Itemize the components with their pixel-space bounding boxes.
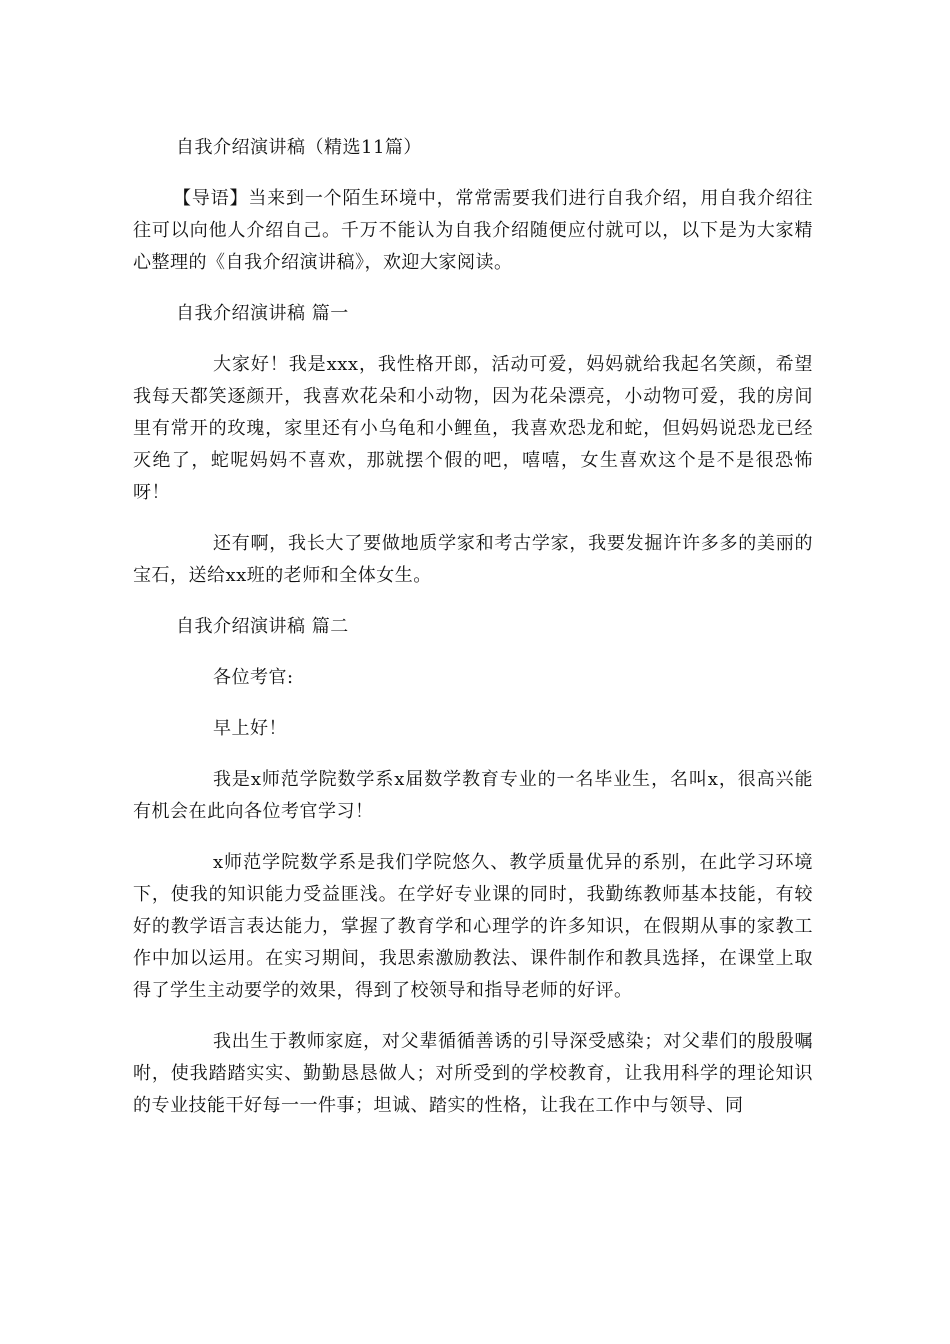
document-body [133, 132, 813, 1141]
section-heading-1: 自我介绍演讲稿 篇一 [176, 303, 349, 324]
section-1-paragraph-1: 大家好！我是xxx，我性格开郎，活动可爱，妈妈就给我起名笑颜，希望我每天都笑逐颜开，我喜欢花朵和小动物，因为花朵漂亮，小动物可爱，我的房间里有常开的玫瑰，家里还有小乌龟和小鲤鱼，我喜欢恐龙和蛇，但妈妈说恐龙已经灭绝了，蛇呢妈妈不喜欢，那就摆个假的吧，嘻嘻，女生喜欢这个是不是很恐怖呀！ [133, 354, 813, 503]
section-2-paragraph-1: 我是x师范学院数学系x届数学教育专业的一名毕业生，名叫x，很高兴能有机会在此向各位考官学习！ [133, 769, 813, 822]
section-2-greeting: 早上好！ [213, 718, 287, 739]
section-2-paragraph-3: 我出生于教师家庭，对父辈循循善诱的引导深受感染；对父辈们的殷殷嘱咐，使我踏踏实实、勤勤恳恳做人；对所受到的学校教育，让我用科学的理论知识的专业技能干好每一一件事；坦诚、踏实的性格，让我在工作中与领导、同 [133, 1031, 813, 1116]
document-title: 自我介绍演讲稿（精选11篇） [176, 137, 422, 158]
section-heading-2: 自我介绍演讲稿 篇二 [176, 616, 349, 637]
section-1-paragraph-2: 还有啊，我长大了要做地质学家和考古学家，我要发掘许许多多的美丽的宝石，送给xx班的老师和全体女生。 [133, 533, 813, 586]
section-2-paragraph-2: x师范学院数学系是我们学院悠久、教学质量优异的系别，在此学习环境下，使我的知识能力受益匪浅。在学好专业课的同时，我勤练教师基本技能，有较好的教学语言表达能力，掌握了教育学和心理学的许多知识，在假期从事的家教工作中加以运用。在实习期间，我思索激励教法、课件制作和教具选择，在课堂上取得了学生主动要学的效果，得到了校领导和指导老师的好评。 [133, 852, 813, 1001]
section-2-salutation: 各位考官: [213, 667, 294, 688]
intro-paragraph: 【导语】当来到一个陌生环境中，常常需要我们进行自我介绍，用自我介绍往往可以向他人介绍自己。千万不能认为自我介绍随便应付就可以，以下是为大家精心整理的《自我介绍演讲稿》，欢迎大家阅读。 [133, 188, 813, 273]
